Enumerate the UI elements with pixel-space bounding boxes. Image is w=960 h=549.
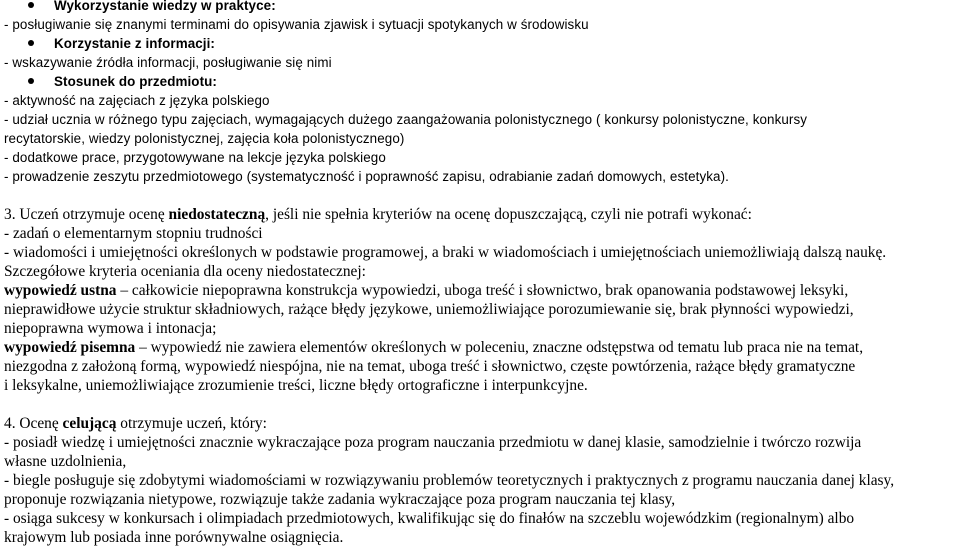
criteria-oral xyxy=(4,282,848,300)
text-line: - posługiwanie się znanymi terminami do opisywania zjawisk i sytuacji spotykanych w środowisku xyxy=(4,17,589,32)
text-line: - osiąga sukcesy w konkursach i olimpiadach przedmiotowych, kwalifikując się do finałów na szczeblu wojewódzkim (regionalnym) albo xyxy=(4,510,855,527)
text-span: 4. Ocenę xyxy=(4,415,63,432)
text-span: 3. Uczeń otrzymuje ocenę xyxy=(4,206,169,223)
bullet-icon xyxy=(28,78,34,84)
text-line: - posiadł wiedzę i umiejętności znacznie wykraczające poza program nauczania przedmiotu w danej klasie, samodzielnie i twórczo rozwija xyxy=(4,434,862,451)
heading-text: Stosunek do przedmiotu: xyxy=(54,74,217,89)
text-line: Szczegółowe kryteria oceniania dla oceny niedostatecznej: xyxy=(4,263,366,280)
text-line: - udział ucznia w różnego typu zajęciach, wymagających dużego zaangażowania polonistycznego ( konkursy polonistyczne, konkursy xyxy=(4,112,808,127)
bullet-icon xyxy=(28,2,34,8)
text-span: , jeśli nie spełnia kryteriów na ocenę dopuszczającą, czyli nie potrafi wykonać: xyxy=(265,206,752,223)
text-line: - prowadzenie zeszytu przedmiotowego (systematyczność i poprawność zapisu, odrabianie zadań domowych, estetyka). xyxy=(4,169,729,184)
text-line: - zadań o elementarnym stopniu trudności xyxy=(4,225,263,242)
grade-name: celującą xyxy=(62,415,117,432)
bullet-heading-practice xyxy=(4,0,276,13)
criteria-label: wypowiedź ustna xyxy=(4,282,117,299)
bullet-icon xyxy=(28,40,34,46)
text-line: - aktywność na zajęciach z języka polskiego xyxy=(4,93,270,108)
text-line: proponuje rozwiązania nietypowe, rozwiązuje także zadania wykraczające poza program nauczania tej klasy, xyxy=(4,491,676,508)
text-line: własne uzdolnienia, xyxy=(4,453,127,470)
bullet-heading-information xyxy=(4,36,215,51)
text-line: niepoprawna wymowa i intonacja; xyxy=(4,320,217,337)
text-line: krajowym lub posiada inne porównywalne osiągnięcia. xyxy=(4,529,344,546)
text-span: otrzymuje uczeń, który: xyxy=(116,415,267,432)
heading-text: Korzystanie z informacji: xyxy=(54,36,215,51)
text-line: niezgodna z założoną formą, wypowiedź niespójna, nie na temat, uboga treść i słownictwo, częste powtórzenia, rażące błędy gramatyczne xyxy=(4,358,856,375)
text-line: nieprawidłowe użycie struktur składniowych, rażące błędy językowe, uniemożliwiające porozumiewanie się, brak płynności wypowiedzi, xyxy=(4,301,854,318)
grade-name: niedostateczną xyxy=(168,206,266,223)
heading-text: Wykorzystanie wiedzy w praktyce: xyxy=(54,0,276,13)
text-line: recytatorskie, wiedzy polonistycznej, zajęcia koła polonistycznego) xyxy=(4,131,405,146)
text-span: – całkowicie niepoprawna konstrukcja wypowiedzi, uboga treść i słownictwo, brak opanowania podstawowej leksyki, xyxy=(116,282,849,299)
text-span: – wypowiedź nie zawiera elementów określonych w poleceniu, znaczne odstępstwa od tematu lub praca nie na temat, xyxy=(135,339,864,356)
text-line: - wiadomości i umiejętności określonych w podstawie programowej, a braki w wiadomościach i umiejętnościach uniemożliwiają dalszą naukę. xyxy=(4,244,887,261)
text-line: - dodatkowe prace, przygotowywane na lekcje języka polskiego xyxy=(4,150,386,165)
paragraph-grade-excellent xyxy=(4,415,267,433)
criteria-written xyxy=(4,339,863,357)
bullet-heading-attitude xyxy=(4,74,217,89)
text-line: i leksykalne, uniemożliwiające zrozumienie treści, liczne błędy ortograficzne i interpunkcyjne. xyxy=(4,377,588,394)
criteria-label: wypowiedź pisemna xyxy=(4,339,136,356)
paragraph-grade-insufficient xyxy=(4,206,752,224)
text-line: - wskazywanie źródła informacji, posługiwanie się nimi xyxy=(4,55,332,70)
text-line: - biegle posługuje się zdobytymi wiadomościami w rozwiązywaniu problemów teoretycznych i praktycznych z programu nauczania danej klasy, xyxy=(4,472,895,489)
